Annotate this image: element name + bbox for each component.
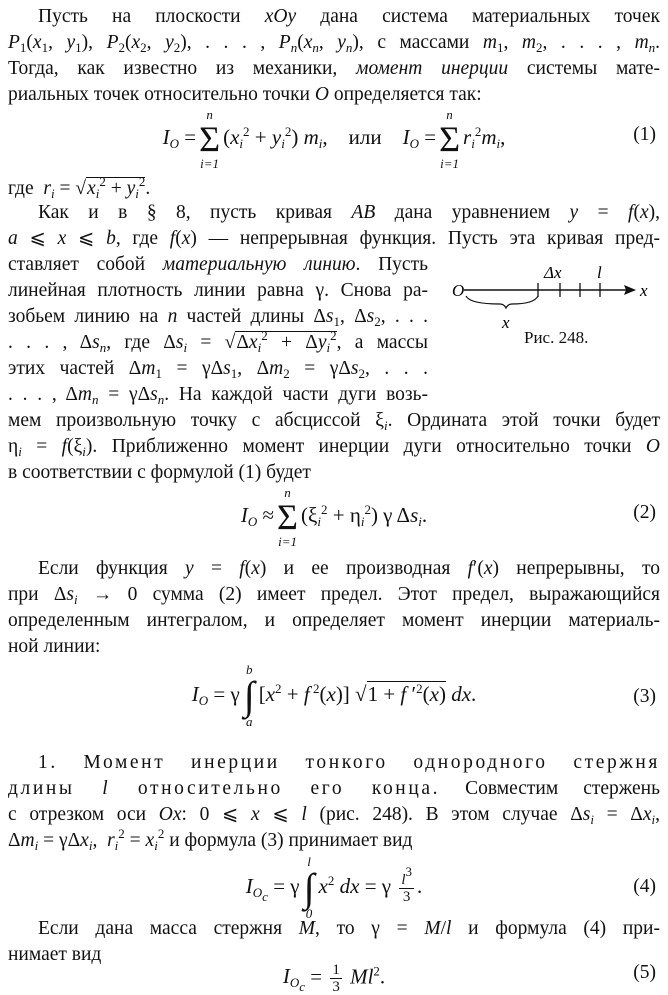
para4-line-2: с отрезком оси Ox: 0 ⩽ x ⩽ l (рис. 248). В этом случае $\Delta s_i = \Delta x_i$, — [8, 804, 660, 827]
figure-248 — [440, 258, 660, 368]
figure-segment-label: x — [502, 313, 510, 332]
para4-line-3: $\Delta m_i = \gamma\Delta x_i$, $r_i^2 = x_i^2$ и формула (3) принимает вид — [8, 826, 413, 853]
equation-1-number: (1) — [633, 124, 656, 145]
para5-line-1: Если дана масса стержня M, то γ = M/l и формула (4) при- — [38, 918, 660, 939]
figure-origin-label: O — [452, 281, 465, 300]
figure-l-label: l — [597, 263, 602, 282]
section-title: 1. Момент инерции тонкого однородного стержня — [38, 752, 660, 773]
equation-5: $I_{O_c}$ = $\frac{1}{3}$ Ml$^2$. — [282, 962, 386, 995]
figure-brace — [466, 296, 538, 308]
intro-line-2: $P_1(x_1$, $y_1$), $P_2(x_2$, $y_2$), . . . , $P_n(x_n$, $y_n$), с массами $m_1$, $m_2$, . . . , $m_n$. — [8, 32, 661, 55]
equation-2-number: (2) — [633, 502, 656, 523]
para2-line-1: Как и в § 8, пусть кривая AB дана уравнением y = f(x), — [38, 202, 660, 223]
para4-line-1: длины l относительно его конца. Совместим стержень — [8, 778, 660, 799]
para2-line-11: в соответствии с формулой (1) будет — [8, 462, 311, 483]
para3-line-4: ной линии: — [8, 636, 101, 657]
equation-4: $I_{O_c} = \gamma$ l ∫ 0 $x^2$ dx = γ $\frac{l^3}{3}$ . — [245, 854, 423, 921]
equation-5-number: (5) — [633, 962, 656, 983]
para5-line-2: нимает вид — [8, 944, 102, 965]
para2-line-10: $\eta_i = f(\xi_i)$. Приближенно момент инерции дуги относительно точки O — [8, 436, 660, 459]
equation-2: $I_O$ ≈ n Σ i=1 $(\xi_i^2 + \eta_i^2)$ γ $\Delta s_i$. — [240, 485, 428, 549]
figure-axis-label: x — [640, 281, 648, 300]
intro-line-1: Пусть на плоскости xOy дана система материальных точек — [38, 6, 660, 27]
para2-line-9: мем произвольную точку с абсциссой $\xi_i$. Ордината этой точки будет — [8, 410, 660, 433]
para3-line-1: Если функция y = f(x) и ее производная f′(x) непрерывны, то — [38, 558, 660, 579]
equation-1-separator: или — [348, 124, 382, 149]
para3-line-3: определенным интегралом, и определяет момент инерции материаль- — [8, 610, 660, 631]
para2-line-5: зобьем линию на n частей длины $\Delta s_1$, $\Delta s_2$, . . . — [8, 306, 428, 329]
where-line: где $r_i = √x_i^2 + y_i^2$. — [8, 174, 151, 201]
figure-dx-label: Δx — [544, 263, 562, 282]
para2-line-7: этих частей $\Delta m_1 = \gamma\Delta s_1$, $\Delta m_2 = \gamma\Delta s_2$, . . . — [8, 358, 429, 381]
para2-line-8: . . . , $\Delta m_n = \gamma\Delta s_n$. На каждой части дуги возь- — [8, 384, 429, 407]
para3-line-2: при $\Delta s_i \to 0$ сумма (2) имеет предел. Этот предел, выражающийся — [8, 584, 660, 607]
equation-3: $I_O = \gamma$ b ∫ a [$x^2 + f$ $^2$(x)] √1 + f $'^2(x)$ dx. — [191, 662, 477, 729]
figure-caption: Рис. 248. — [524, 328, 589, 347]
equation-1: $I_O$ = n Σ i=1 $(x_i^2 + y_i^2)$ $m_i$, или $I_O$ = n Σ i=1 $r_i^2m_i$, — [162, 107, 506, 171]
intro-line-4: риальных точек относительно точки O определяется так: — [8, 84, 482, 105]
equation-3-number: (3) — [633, 686, 656, 707]
para2-line-6: . . . , $\Delta s_n$, где $\Delta s_i = √\Delta x_i^2 + \Delta y_i^2$, а массы — [8, 328, 428, 355]
where-label: где — [8, 178, 34, 199]
para2-line-3: ставляет собой материальную линию. Пусть — [8, 254, 428, 275]
para2-line-4: линейная плотность линии равна γ. Снова ра- — [8, 280, 428, 301]
intro-line-3: Тогда, как известно из механики, момент инерции системы мате- — [8, 58, 660, 79]
equation-4-number: (4) — [633, 876, 656, 897]
para2-line-2: a ⩽ x ⩽ b, где f(x) — непрерывная функция. Пусть эта кривая пред- — [8, 228, 661, 249]
